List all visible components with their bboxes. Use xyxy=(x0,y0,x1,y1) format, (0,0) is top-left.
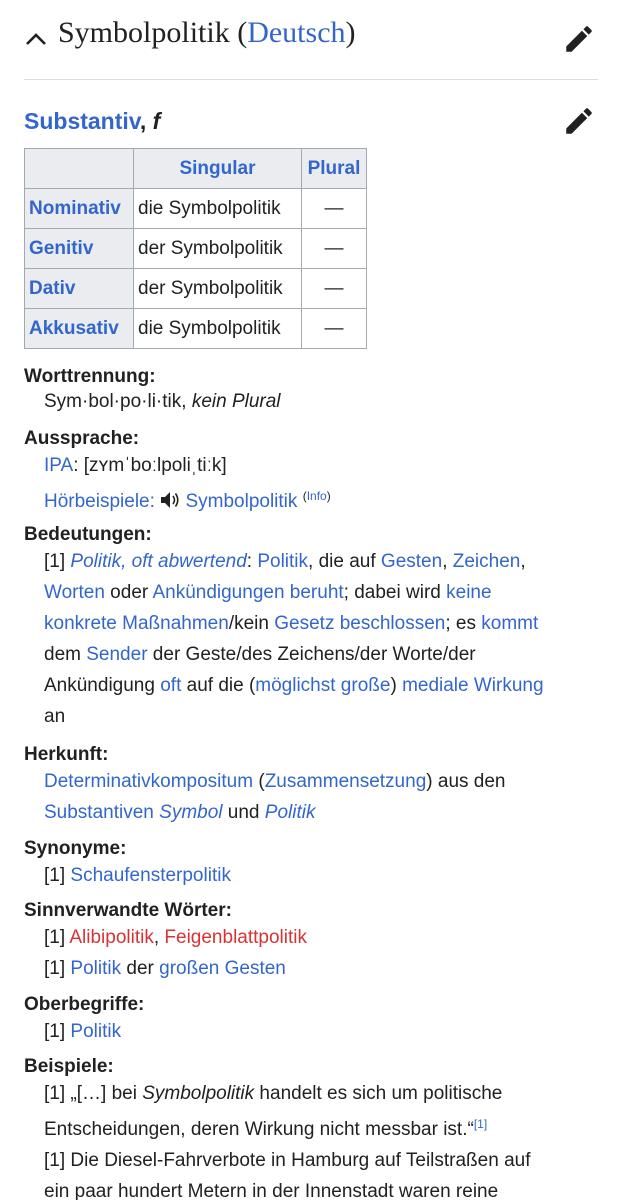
audio-line xyxy=(24,481,604,517)
case-dativ[interactable]: Dativ xyxy=(25,269,134,309)
link-gesetz[interactable]: Gesetz beschlossen xyxy=(274,613,446,634)
context-link[interactable]: Politik, oft abwertend xyxy=(70,551,247,572)
etymology xyxy=(24,766,604,828)
cell-plural: — xyxy=(302,309,367,349)
pos-link[interactable]: Substantiv xyxy=(24,108,140,134)
section-aussprache xyxy=(24,428,604,517)
col-header-singular[interactable]: Singular xyxy=(134,149,302,189)
section-label: Herkunft: xyxy=(24,744,109,765)
chevron-up-icon[interactable] xyxy=(24,28,48,52)
link-politik-ober[interactable]: Politik xyxy=(70,1021,122,1042)
meaning-line: [1] Politik, oft abwertend: Politik, die auf Gesten, Zeichen, xyxy=(44,551,526,572)
case-genitiv[interactable]: Genitiv xyxy=(25,229,134,269)
section-beispiele xyxy=(24,1056,604,1200)
hyphenation: Sym·bol·po·li·tik, kein Plural xyxy=(44,391,281,412)
cell-singular: der Symbolpolitik xyxy=(134,229,302,269)
example-line: [1] Die Diesel-Fahrverbote in Hamburg auf Teilstraßen auf xyxy=(44,1150,531,1171)
link-zusammensetzung[interactable]: Zusammensetzung xyxy=(264,771,427,792)
table-row xyxy=(25,189,367,229)
link-gesten[interactable]: Gesten xyxy=(380,551,443,572)
ipa-link[interactable]: IPA xyxy=(44,455,74,476)
meaning-line: Worten oder Ankündigungen beruht; dabei wird keine xyxy=(44,582,492,603)
link-substantiven[interactable]: Substantiven xyxy=(44,802,154,823)
synonym-item: [1] Schaufensterpolitik xyxy=(44,865,231,886)
section-label: Oberbegriffe: xyxy=(24,994,145,1015)
link-politik-related[interactable]: Politik xyxy=(70,958,122,979)
meaning-line: an xyxy=(44,706,66,727)
section-label: Bedeutungen: xyxy=(24,524,152,545)
section-sinnverwandt xyxy=(24,900,604,984)
link-feigenblattpolitik[interactable]: Feigenblattpolitik xyxy=(164,927,307,948)
section-label: Beispiele: xyxy=(24,1056,114,1077)
section-herkunft xyxy=(24,744,604,828)
ipa-line: IPA: [zʏmˈboːlpoliˌtiːk] xyxy=(44,455,227,476)
link-schaufensterpolitik[interactable]: Schaufensterpolitik xyxy=(70,865,231,886)
table-row xyxy=(25,269,367,309)
link-worten[interactable]: Worten xyxy=(44,582,105,603)
table-row xyxy=(25,309,367,349)
case-akkusativ[interactable]: Akkusativ xyxy=(25,309,134,349)
related-item: [1] Politik der großen Gesten xyxy=(44,958,286,979)
link-moeglichst[interactable]: möglichst große xyxy=(255,675,391,696)
section-oberbegriffe xyxy=(24,994,604,1047)
info-sup: (Info) xyxy=(302,489,331,503)
headword: Symbolpolitik xyxy=(58,16,230,49)
reference-link[interactable]: [1] xyxy=(473,1117,488,1131)
col-header-plural[interactable]: Plural xyxy=(302,149,367,189)
link-kommt[interactable]: kommt xyxy=(481,613,539,634)
page-title: Symbolpolitik (Deutsch) xyxy=(58,16,356,49)
gender: f xyxy=(152,108,161,134)
cell-plural: — xyxy=(302,189,367,229)
section-worttrennung xyxy=(24,366,604,416)
section-synonyme xyxy=(24,838,604,891)
meaning-line: dem Sender der Geste/des Zeichens/der Worte/der xyxy=(44,644,476,665)
edit-section-icon[interactable] xyxy=(562,104,596,138)
link-determinativkompositum[interactable]: Determinativkompositum xyxy=(44,771,254,792)
example-1 xyxy=(24,1078,604,1145)
language-link[interactable]: Deutsch xyxy=(247,16,346,49)
link-ankuendigungen[interactable]: Ankündigungen beruht xyxy=(152,582,344,603)
table-row xyxy=(25,229,367,269)
cell-plural: — xyxy=(302,269,367,309)
part-of-speech: Substantiv, f xyxy=(24,108,161,134)
info-link[interactable]: Info xyxy=(306,489,327,503)
link-massnahmen[interactable]: konkrete Maßnahmen xyxy=(44,613,229,634)
link-politik-etym[interactable]: Politik xyxy=(264,802,316,823)
case-nominativ[interactable]: Nominativ xyxy=(25,189,134,229)
related-item: [1] Alibipolitik, Feigenblattpolitik xyxy=(44,927,307,948)
meaning-1 xyxy=(24,546,604,732)
section-bedeutungen xyxy=(24,524,604,732)
meaning-line: konkrete Maßnahmen/kein Gesetz beschlossen; es kommt xyxy=(44,613,539,634)
cell-singular: die Symbolpolitik xyxy=(134,309,302,349)
link-alibipolitik[interactable]: Alibipolitik xyxy=(69,927,154,948)
link-oft[interactable]: oft xyxy=(160,675,182,696)
cell-plural: — xyxy=(302,229,367,269)
ipa-transcription: [zʏmˈboːlpoliˌtiːk] xyxy=(83,455,227,476)
edit-icon[interactable] xyxy=(562,22,596,56)
link-grossen-gesten[interactable]: großen Gesten xyxy=(159,958,286,979)
cell-singular: der Symbolpolitik xyxy=(134,269,302,309)
etymology-line: Determinativkompositum (Zusammensetzung) aus den xyxy=(44,771,506,792)
example-line: [1] „[…] bei Symbolpolitik handelt es sich um politische xyxy=(44,1083,503,1104)
meaning-line: Ankündigung oft auf die (möglichst große) mediale Wirkung xyxy=(44,675,544,696)
link-politik[interactable]: Politik xyxy=(257,551,309,572)
cell-singular: die Symbolpolitik xyxy=(134,189,302,229)
hoerbeispiele-link[interactable]: Hörbeispiele: xyxy=(44,491,155,512)
link-zeichen[interactable]: Zeichen xyxy=(452,551,521,572)
section-label: Aussprache: xyxy=(24,428,140,449)
section-header xyxy=(24,0,598,80)
example-2 xyxy=(24,1145,604,1200)
section-label: Synonyme: xyxy=(24,838,127,859)
speaker-icon[interactable] xyxy=(160,491,180,509)
link-sender[interactable]: Sender xyxy=(86,644,148,665)
section-label: Worttrennung: xyxy=(24,366,156,387)
link-mediale-wirkung[interactable]: mediale Wirkung xyxy=(402,675,544,696)
section-label: Sinnverwandte Wörter: xyxy=(24,900,232,921)
hypernym-item: [1] Politik xyxy=(44,1021,122,1042)
link-keine[interactable]: keine xyxy=(446,582,492,603)
audio-link[interactable]: Symbolpolitik xyxy=(185,491,298,512)
etymology-line: Substantiven Symbol und Politik xyxy=(44,802,316,823)
example-line: Entscheidungen, deren Wirkung nicht messbar ist.“[1] xyxy=(44,1117,488,1140)
flexion-table xyxy=(24,148,367,349)
link-symbol[interactable]: Symbol xyxy=(159,802,223,823)
example-line: ein paar hundert Metern in der Innenstadt waren reine xyxy=(44,1181,499,1200)
table-header-row xyxy=(25,149,367,189)
table-corner-cell xyxy=(25,149,134,189)
